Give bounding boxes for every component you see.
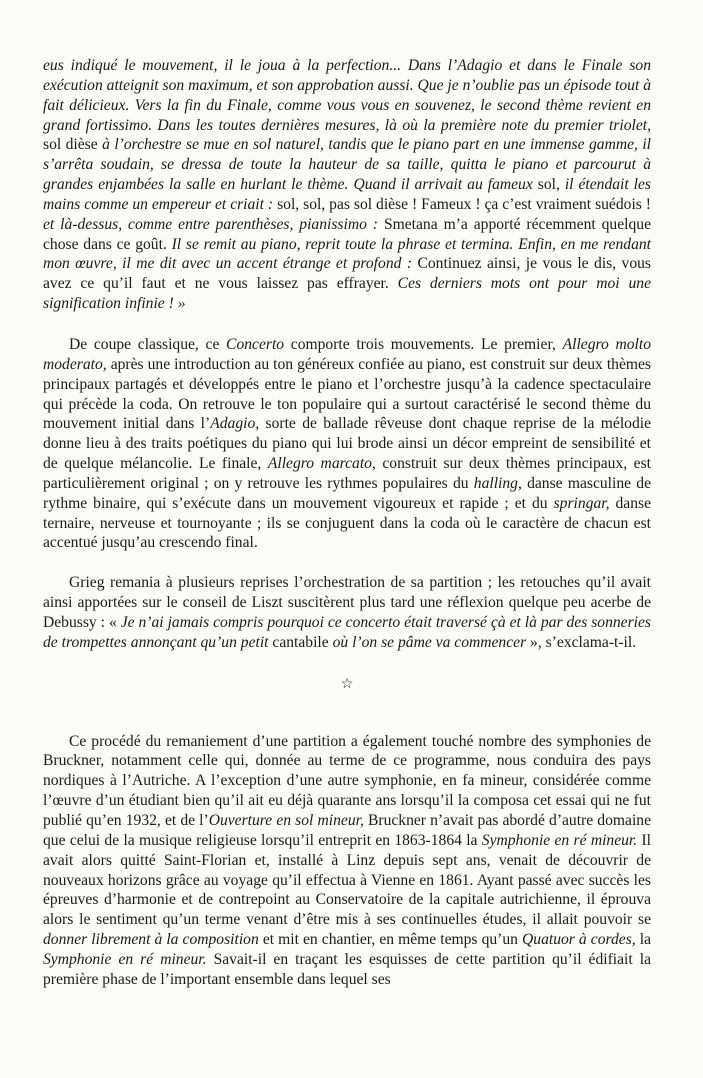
text-run: Grieg remania à plusieurs reprises l’orchestration de sa partition ; les retouches qu’il avait ainsi apportées sur le conseil de Liszt suscitèrent plus tard une réflexion quelque peu acerbe de Debussy : « (43, 574, 651, 631)
text-run: comporte trois mouvements. Le premier, (284, 335, 563, 353)
text-run: sol dièse (43, 136, 98, 154)
italic-text-run: Symphonie en ré mineur. (481, 831, 638, 849)
italic-text-run: à l’orchestre se mue en sol naturel, tandis que le piano part en une immense gamme, il s’arrêta soudain, se dressa de toute la hauteur de sa taille, quitta le piano et parcourut à grandes enjambées la salle en hurlant le thème. Quand il arrivait au fameux (43, 136, 652, 194)
italic-text-run: springar, (553, 494, 610, 512)
paragraph-debussy-remark (43, 573, 651, 652)
section-separator-star-icon: ☆ (340, 676, 354, 692)
text-run: danse ternaire, nerveuse et tournoyante ; ils se conjuguent dans la coda où le caractère de chacun est accentué jusqu’au crescendo final. (43, 494, 652, 552)
text-run: cantabile (268, 633, 333, 651)
text-run: Il avait alors quitté Saint-Florian et, installé à Linz depuis sept ans, venait de découvrir de nouveaux horizons grâce au voyage qu’il effectua à Vienne en 1861. Ayant passé avec succès les épreuves d’harmonie et de contrepoint au Conservatoire de la capitale autrichienne, il éprouva alors le sentiment qu’un terme venant d’être mis à ses continuelles études, il allait pouvoir se (43, 831, 651, 929)
italic-text-run: Je n’ai jamais compris pourquoi ce concerto était traversé çà et là par des sonneries de trompettes annonçant qu’un petit (43, 613, 651, 651)
italic-text-run: Adagio, (210, 415, 260, 433)
text-run: la (635, 931, 652, 949)
document-page (43, 56, 651, 990)
italic-text-run: Quatuor à cordes, (522, 931, 636, 949)
text-run: construit sur deux thèmes principaux, est particulièrement original ; on y retrouve les rythmes populaires du (43, 455, 652, 492)
italic-text-run: Allegro molto moderato, (43, 335, 651, 373)
text-run: », s’exclama-t-il. (526, 633, 637, 651)
text-run: sol, sol, pas sol dièse ! Fameux ! ça c’est vraiment suédois ! (277, 195, 651, 213)
italic-text-run: Ces derniers mots ont pour moi une signification infinie ! » (43, 275, 651, 313)
text-run: Continuez ainsi, je vous le dis, vous avez ce qu’il faut et ne vous laissez pas effrayer. (43, 255, 652, 293)
italic-text-run: eus indiqué le mouvement, il le joua à la perfection... Dans l’Adagio et dans le Finale son exécution atteignit son maximum, et son approbation aussi. Que je n’oublie pas un épisode tout à fait délicieux. Vers la fin du Finale, comme vous vous en souvenez, le second thème revient en grand fortissimo. Dans les toutes dernières mesures, là où la première note du premier triolet, (43, 57, 651, 134)
text-run: après une introduction au ton généreux confiée au piano, est construit sur deux thèmes principaux partagés et développés entre le piano et l’orchestre jusqu’à la cadence spectaculaire qui précède la coda. On retrouve le ton populaire qui a surtout caractérisé le second thème du mouvement initial dans l’ (43, 355, 651, 433)
text-run: De coupe classique, ce (69, 335, 227, 353)
italic-text-run: Concerto (226, 335, 285, 353)
italic-text-run: Il se remit au piano, reprit toute la phrase et termina. Enfin, en me rendant mon œuvre, il me dit avec un accent étrange et profond : (43, 235, 652, 273)
paragraph-grieg-letter-quote (43, 56, 651, 314)
text-run: Smetana m’a apporté récemment quelque chose dans ce goût. (43, 215, 651, 253)
italic-text-run: Allegro marcato, (267, 455, 376, 473)
italic-text-run: et là-dessus, comme entre parenthèses, pianissimo : (43, 215, 384, 233)
italic-text-run: Ouverture en sol mineur, (208, 812, 364, 829)
italic-text-run: donner librement à la composition (43, 931, 259, 949)
text-run: Bruckner n’avait pas abordé d’autre domaine que celui de la musique religieuse lorsqu’il entreprit en 1863-1864 la (43, 812, 651, 849)
italic-text-run: halling, (473, 474, 522, 492)
text-run: sorte de ballade rêveuse dont chaque reprise de la mélodie donne lieu à des traits poétiques du piano qui lui brode ainsi un décor empreint de sensibilité et de quelque mélancolie. Le finale, (43, 415, 651, 473)
text-run: Savait-il en traçant les esquisses de cette partition qu’il édifiait la première phase de l’important ensemble dans lequel ses (43, 950, 651, 988)
text-run: et mit en chantier, en même temps qu’un (258, 931, 523, 949)
italic-text-run: il étendait les mains comme un empereur et criait : (43, 176, 652, 213)
text-run: danse masculine de rythme binaire, qui s’exécute dans un mouvement vigoureux et rapide ; et du (43, 474, 651, 512)
text-run: sol, (537, 176, 560, 194)
italic-text-run: Symphonie en ré mineur. (43, 950, 207, 968)
paragraph-concerto-description (43, 335, 651, 553)
italic-text-run: où l’on se pâme va commencer (332, 633, 527, 651)
text-run: Ce procédé du remaniement d’une partition a également touché nombre des symphonies de Bruckner, notamment celle qui, donnée au terme de ce programme, nous conduira des pays nordiques à l’Autriche. A l’exception d’une autre symphonie, en fa mineur, considérée comme l’œuvre d’un étudiant bien qu’il ait eu déjà quarante ans lorsqu’il la composa cet essai qui ne fut publié qu’en 1932, et de l’ (43, 732, 651, 829)
paragraph-bruckner-symphony (43, 732, 651, 990)
